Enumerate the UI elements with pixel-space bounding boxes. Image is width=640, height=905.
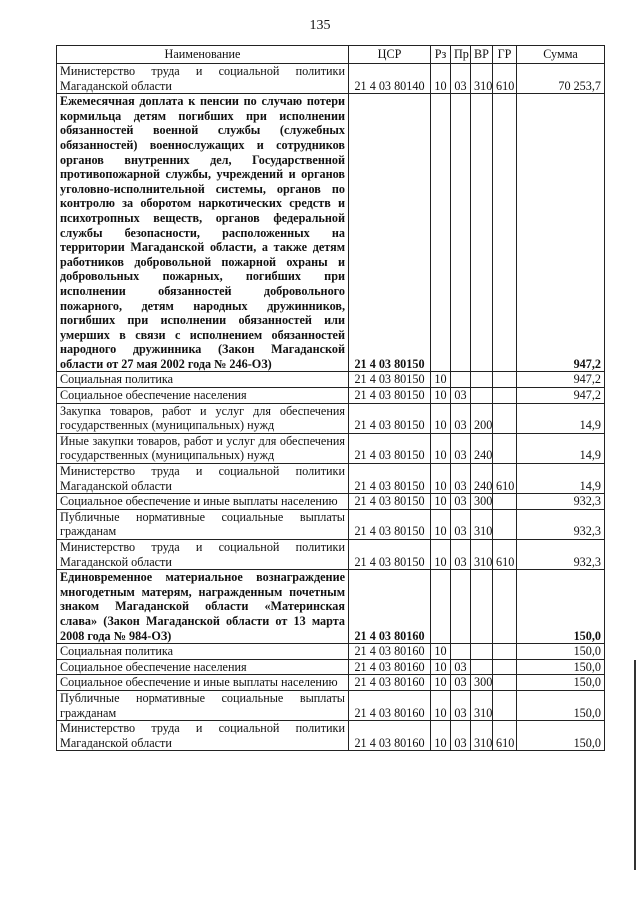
cell-pr: 03 — [451, 64, 471, 94]
cell-rz: 10 — [431, 403, 451, 433]
cell-rz: 10 — [431, 690, 451, 720]
cell-vr: 310 — [471, 690, 493, 720]
cell-sum: 932,3 — [517, 540, 605, 570]
budget-table — [56, 45, 605, 751]
cell-gr: 610 — [493, 721, 517, 751]
cell-gr — [493, 94, 517, 372]
cell-name: Социальная политика — [57, 644, 349, 660]
cell-name: Иные закупки товаров, работ и услуг для обеспечения государственных (муниципальных) нужд — [57, 433, 349, 463]
cell-vr: 240 — [471, 464, 493, 494]
cell-name: Единовременное материальное вознаграждение многодетным матерям, награжденным почетным знаком Магаданской области «Материнская слава» (Закон Магаданской области от 13 марта 2008 года № 984-ОЗ) — [57, 570, 349, 644]
cell-pr: 03 — [451, 540, 471, 570]
cell-rz: 10 — [431, 675, 451, 691]
cell-vr — [471, 659, 493, 675]
cell-vr — [471, 644, 493, 660]
cell-gr — [493, 494, 517, 510]
cell-pr: 03 — [451, 659, 471, 675]
cell-rz: 10 — [431, 644, 451, 660]
table-row — [57, 464, 605, 494]
table-row — [57, 64, 605, 94]
header-vr: ВР — [471, 46, 493, 64]
cell-pr — [451, 570, 471, 644]
cell-csr: 21 4 03 80150 — [349, 494, 431, 510]
cell-sum: 14,9 — [517, 464, 605, 494]
header-rz: Рз — [431, 46, 451, 64]
cell-vr — [471, 94, 493, 372]
cell-csr: 21 4 03 80160 — [349, 659, 431, 675]
scan-edge-line — [634, 660, 636, 870]
cell-sum: 150,0 — [517, 644, 605, 660]
cell-csr: 21 4 03 80160 — [349, 721, 431, 751]
cell-rz: 10 — [431, 540, 451, 570]
cell-sum: 932,3 — [517, 494, 605, 510]
cell-gr: 610 — [493, 540, 517, 570]
cell-csr: 21 4 03 80150 — [349, 403, 431, 433]
cell-sum: 14,9 — [517, 403, 605, 433]
cell-sum: 150,0 — [517, 675, 605, 691]
cell-rz: 10 — [431, 509, 451, 539]
table-row — [57, 433, 605, 463]
cell-csr: 21 4 03 80160 — [349, 690, 431, 720]
cell-name: Публичные нормативные социальные выплаты гражданам — [57, 690, 349, 720]
cell-rz: 10 — [431, 372, 451, 388]
cell-sum: 947,2 — [517, 94, 605, 372]
cell-vr: 300 — [471, 494, 493, 510]
cell-vr: 310 — [471, 540, 493, 570]
cell-rz — [431, 94, 451, 372]
cell-gr — [493, 570, 517, 644]
table-row — [57, 494, 605, 510]
cell-pr — [451, 372, 471, 388]
cell-vr: 240 — [471, 433, 493, 463]
cell-vr — [471, 570, 493, 644]
cell-csr: 21 4 03 80150 — [349, 388, 431, 404]
cell-rz: 10 — [431, 494, 451, 510]
cell-pr — [451, 644, 471, 660]
cell-pr — [451, 94, 471, 372]
cell-name: Министерство труда и социальной политики Магаданской области — [57, 464, 349, 494]
cell-gr — [493, 372, 517, 388]
cell-csr: 21 4 03 80160 — [349, 570, 431, 644]
cell-vr — [471, 372, 493, 388]
table-row — [57, 94, 605, 372]
cell-sum: 932,3 — [517, 509, 605, 539]
table-row — [57, 644, 605, 660]
cell-sum: 150,0 — [517, 570, 605, 644]
header-gr: ГР — [493, 46, 517, 64]
table-row — [57, 388, 605, 404]
cell-csr: 21 4 03 80150 — [349, 94, 431, 372]
table-row — [57, 690, 605, 720]
cell-name: Ежемесячная доплата к пенсии по случаю потери кормильца детям погибших при исполнении обязанностей военной службы (служебных обязанностей) военнослужащих и сотрудников органов внутренних дел, Государственной противопожарной службы, учреждений и органов уголовно-исполнительной системы, органов по контролю за оборотом наркотических средств и психотропных веществ, органов федеральной службы безопасности, расположенных на территории Магаданской области, а также детям работников добровольной пожарной охраны и добровольных пожарных, погибших при исполнении обязанностей добровольного пожарного, детям народных дружинников, погибших при исполнении обязанностей или умерших в связи с исполнением обязанностей народного дружинника (Закон Магаданской области от 27 мая 2002 года № 246-ОЗ) — [57, 94, 349, 372]
table-body — [57, 64, 605, 751]
cell-rz: 10 — [431, 721, 451, 751]
header-name: Наименование — [57, 46, 349, 64]
cell-rz: 10 — [431, 64, 451, 94]
cell-gr: 610 — [493, 64, 517, 94]
cell-name: Социальное обеспечение населения — [57, 388, 349, 404]
cell-name: Министерство труда и социальной политики Магаданской области — [57, 721, 349, 751]
cell-csr: 21 4 03 80160 — [349, 644, 431, 660]
page-number: 135 — [309, 18, 331, 33]
cell-csr: 21 4 03 80140 — [349, 64, 431, 94]
cell-csr: 21 4 03 80150 — [349, 509, 431, 539]
table-row — [57, 570, 605, 644]
cell-sum: 14,9 — [517, 433, 605, 463]
cell-gr — [493, 675, 517, 691]
cell-csr: 21 4 03 80150 — [349, 540, 431, 570]
table-row — [57, 372, 605, 388]
cell-vr: 300 — [471, 675, 493, 691]
cell-gr — [493, 690, 517, 720]
cell-sum: 150,0 — [517, 721, 605, 751]
cell-name: Социальное обеспечение и иные выплаты населению — [57, 494, 349, 510]
cell-name: Публичные нормативные социальные выплаты гражданам — [57, 509, 349, 539]
cell-sum: 70 253,7 — [517, 64, 605, 94]
cell-sum: 150,0 — [517, 659, 605, 675]
table-row — [57, 540, 605, 570]
cell-pr: 03 — [451, 675, 471, 691]
cell-sum: 947,2 — [517, 372, 605, 388]
cell-gr — [493, 509, 517, 539]
cell-vr — [471, 388, 493, 404]
cell-pr: 03 — [451, 433, 471, 463]
cell-name: Социальное обеспечение населения — [57, 659, 349, 675]
cell-name: Министерство труда и социальной политики Магаданской области — [57, 64, 349, 94]
cell-rz — [431, 570, 451, 644]
header-sum: Сумма — [517, 46, 605, 64]
table-header-row — [57, 46, 605, 64]
cell-rz: 10 — [431, 659, 451, 675]
cell-sum: 947,2 — [517, 388, 605, 404]
cell-gr — [493, 433, 517, 463]
cell-rz: 10 — [431, 433, 451, 463]
cell-rz: 10 — [431, 464, 451, 494]
cell-vr: 310 — [471, 721, 493, 751]
cell-pr: 03 — [451, 403, 471, 433]
cell-pr: 03 — [451, 509, 471, 539]
cell-csr: 21 4 03 80160 — [349, 675, 431, 691]
table-row — [57, 675, 605, 691]
cell-name: Закупка товаров, работ и услуг для обеспечения государственных (муниципальных) нужд — [57, 403, 349, 433]
cell-pr: 03 — [451, 388, 471, 404]
cell-sum: 150,0 — [517, 690, 605, 720]
cell-gr — [493, 388, 517, 404]
cell-pr: 03 — [451, 690, 471, 720]
cell-pr: 03 — [451, 464, 471, 494]
cell-vr: 310 — [471, 509, 493, 539]
cell-csr: 21 4 03 80150 — [349, 372, 431, 388]
cell-gr — [493, 659, 517, 675]
cell-name: Социальное обеспечение и иные выплаты населению — [57, 675, 349, 691]
cell-vr: 310 — [471, 64, 493, 94]
table-row — [57, 721, 605, 751]
cell-pr: 03 — [451, 721, 471, 751]
cell-gr — [493, 403, 517, 433]
table-row — [57, 509, 605, 539]
header-csr: ЦСР — [349, 46, 431, 64]
cell-gr — [493, 644, 517, 660]
cell-pr: 03 — [451, 494, 471, 510]
header-pr: Пр — [451, 46, 471, 64]
table-row — [57, 403, 605, 433]
table-row — [57, 659, 605, 675]
cell-rz: 10 — [431, 388, 451, 404]
cell-name: Социальная политика — [57, 372, 349, 388]
cell-csr: 21 4 03 80150 — [349, 464, 431, 494]
cell-vr: 200 — [471, 403, 493, 433]
cell-name: Министерство труда и социальной политики Магаданской области — [57, 540, 349, 570]
cell-csr: 21 4 03 80150 — [349, 433, 431, 463]
cell-gr: 610 — [493, 464, 517, 494]
